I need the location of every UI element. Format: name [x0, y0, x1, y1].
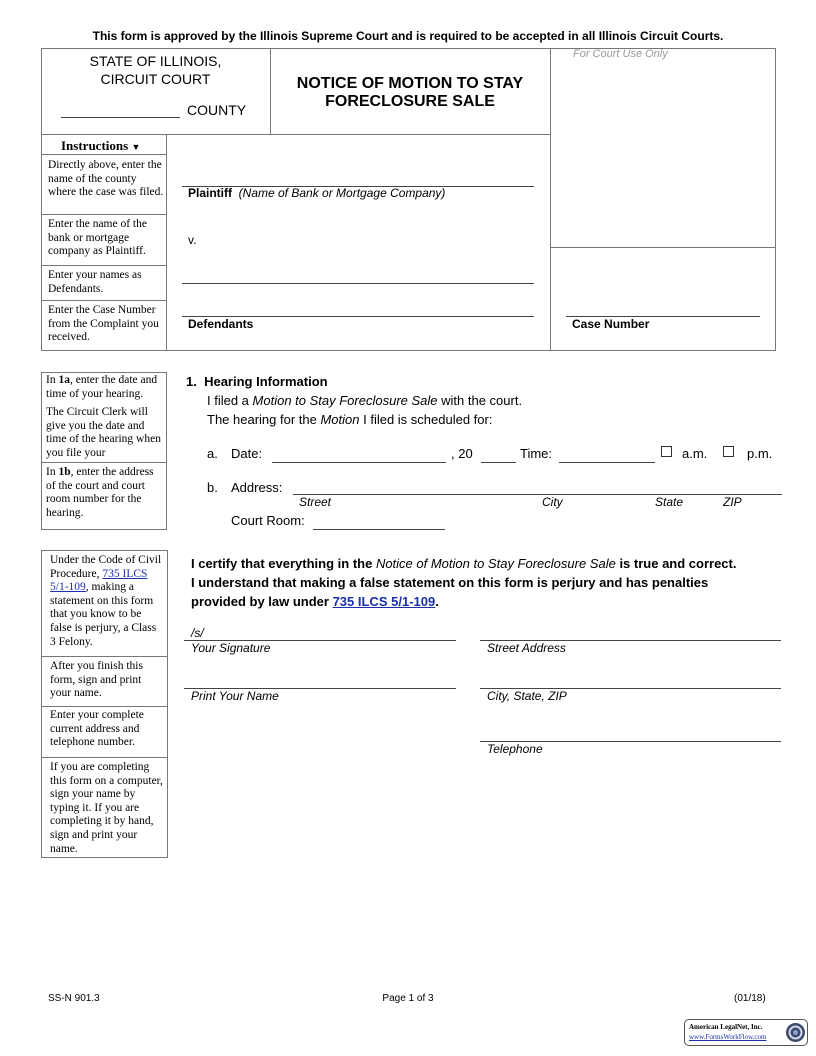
divider — [41, 706, 168, 707]
s1-l2-a: The hearing for the — [207, 412, 321, 427]
cert-l3-a: provided by law under — [191, 594, 333, 609]
city-state-zip-caption: City, State, ZIP — [487, 689, 567, 703]
section1-number: 1. — [186, 374, 197, 389]
instr-hearing-1b — [46, 466, 164, 520]
instr-1a-prefix: In — [46, 374, 59, 386]
divider — [41, 214, 166, 215]
divider — [41, 656, 168, 657]
divider — [41, 757, 168, 758]
section1-heading — [186, 374, 328, 389]
circuit-court-label: CIRCUIT COURT — [100, 71, 211, 87]
your-signature-caption: Your Signature — [191, 641, 271, 655]
american-legalnet-logo[interactable] — [684, 1019, 808, 1046]
year-prefix: , 20 — [451, 446, 473, 461]
section1-line2 — [207, 412, 492, 427]
divider — [41, 300, 166, 301]
date-input-line[interactable] — [272, 462, 446, 463]
divider — [166, 134, 167, 351]
s-prefix: /s/ — [191, 626, 204, 640]
pm-checkbox[interactable] — [723, 446, 734, 457]
date-label: Date: — [231, 446, 263, 461]
divider — [41, 462, 167, 463]
instr-case-number: Enter the Case Number from the Complaint you received. — [48, 304, 159, 344]
zip-caption: ZIP — [723, 495, 742, 509]
city-caption: City — [542, 495, 563, 509]
cert-l1-italic: Notice of Motion to Stay Foreclosure Sale — [375, 556, 616, 571]
s1-l1-a: I filed a — [207, 393, 253, 408]
instr-county: Directly above, enter the name of the county where the case was filed. — [48, 159, 164, 199]
street-address-caption: Street Address — [487, 641, 566, 655]
instr-clerk: The Circuit Clerk will give you the date and time of the hearing when you file your — [46, 406, 161, 459]
defendants-input-line-1[interactable] — [182, 283, 534, 284]
form-title-line2: FORECLOSURE SALE — [325, 93, 495, 110]
county-input-line[interactable] — [61, 117, 180, 118]
cert-l3-b: . — [435, 594, 439, 609]
logo-url[interactable]: www.FormsWorkFlow.com — [689, 1033, 767, 1041]
globe-icon — [785, 1022, 806, 1043]
cert-l1-b: is true and correct. — [615, 556, 737, 571]
approval-notice: This form is approved by the Illinois Supreme Court and is required to be accepted in all Illinois Circuit Courts. — [92, 29, 724, 43]
plaintiff-label-row — [188, 186, 445, 200]
plaintiff-hint: (Name of Bank or Mortgage Company) — [238, 186, 446, 200]
print-name-caption: Print Your Name — [191, 689, 279, 703]
time-label: Time: — [520, 446, 553, 461]
court-room-label: Court Room: — [231, 513, 305, 528]
section1-line1 — [207, 393, 522, 408]
ilcs-link[interactable]: 735 ILCS 5/1-109 — [50, 567, 148, 594]
cert-line2: I understand that making a false statement on this form is perjury and has penalties — [191, 575, 709, 590]
item-a-label: a. — [207, 446, 218, 461]
s1-l1-italic: Motion to Stay Foreclosure Sale — [252, 393, 438, 408]
county-label: COUNTY — [187, 102, 247, 118]
instr-perjury — [50, 554, 163, 649]
instr-computer: If you are completing this form on a computer, sign your name by typing it. If you are completing it by hand, sign and print your name. — [50, 761, 163, 855]
state-label: STATE OF ILLINOIS, — [89, 53, 222, 69]
instr-1b-bold: 1b — [58, 466, 71, 478]
s1-l2-b: I filed is scheduled for: — [359, 412, 493, 427]
cert-line1 — [191, 554, 781, 573]
divider — [550, 247, 776, 248]
section1-title: Hearing Information — [204, 374, 328, 389]
plaintiff-label: Plaintiff — [188, 186, 232, 200]
am-label: a.m. — [682, 446, 708, 461]
instr-1b-prefix: In — [46, 466, 59, 478]
cert-line3 — [191, 592, 781, 611]
form-title-line1: NOTICE OF MOTION TO STAY — [296, 75, 524, 92]
instr-1a-bold: 1a — [58, 374, 70, 386]
instructions-header-label: Instructions — [61, 138, 129, 153]
year-input-line[interactable] — [481, 462, 516, 463]
case-number-label: Case Number — [572, 317, 650, 331]
versus-label: v. — [188, 233, 197, 247]
s1-l2-italic: Motion — [320, 412, 360, 427]
state-caption: State — [655, 495, 684, 509]
logo-name: American LegalNet, Inc. — [689, 1023, 763, 1031]
instructions-header[interactable] — [61, 138, 140, 154]
time-input-line[interactable] — [559, 462, 655, 463]
divider — [41, 134, 550, 135]
am-checkbox[interactable] — [661, 446, 672, 457]
certification — [191, 554, 781, 611]
cert-ilcs-link[interactable]: 735 ILCS 5/1-109 — [332, 594, 436, 609]
page-number: Page 1 of 3 — [382, 993, 434, 1004]
court-use-label: For Court Use Only — [573, 48, 668, 60]
divider — [41, 265, 166, 266]
address-label: Address: — [231, 480, 283, 495]
defendants-label: Defendants — [188, 317, 254, 331]
divider — [550, 48, 551, 351]
instr-sign: After you finish this form, sign and print your name. — [50, 660, 143, 700]
caret-down-icon: ▼ — [131, 142, 141, 152]
instr-1b-rest: , enter the address of the court and court room number for the hearing. — [46, 466, 154, 519]
court-room-input-line[interactable] — [313, 529, 445, 530]
pm-label: p.m. — [747, 446, 773, 461]
instr-hearing-1a — [46, 374, 166, 462]
address-input-line[interactable] — [293, 494, 782, 495]
item-b-label: b. — [207, 480, 218, 495]
instr-perjury-a: Under the Code of Civil Procedure, — [50, 554, 162, 580]
cert-l1-a: I certify that everything in the — [191, 556, 376, 571]
instr-perjury-b: , making a statement on this form that you know to be false is perjury, a Class 3 Felony. — [50, 581, 157, 648]
telephone-caption: Telephone — [487, 742, 543, 756]
street-caption: Street — [299, 495, 332, 509]
form-version: (01/18) — [734, 993, 766, 1004]
instr-plaintiff: Enter the name of the bank or mortgage company as Plaintiff. — [48, 218, 147, 258]
form-id: SS-N 901.3 — [48, 993, 100, 1004]
divider — [41, 154, 166, 155]
instr-defendants: Enter your names as Defendants. — [48, 269, 142, 295]
instr-1a-rest: , enter the date and time of your hearing. — [46, 374, 158, 400]
s1-l1-b: with the court. — [437, 393, 523, 408]
instr-address: Enter your complete current address and telephone number. — [50, 709, 144, 749]
